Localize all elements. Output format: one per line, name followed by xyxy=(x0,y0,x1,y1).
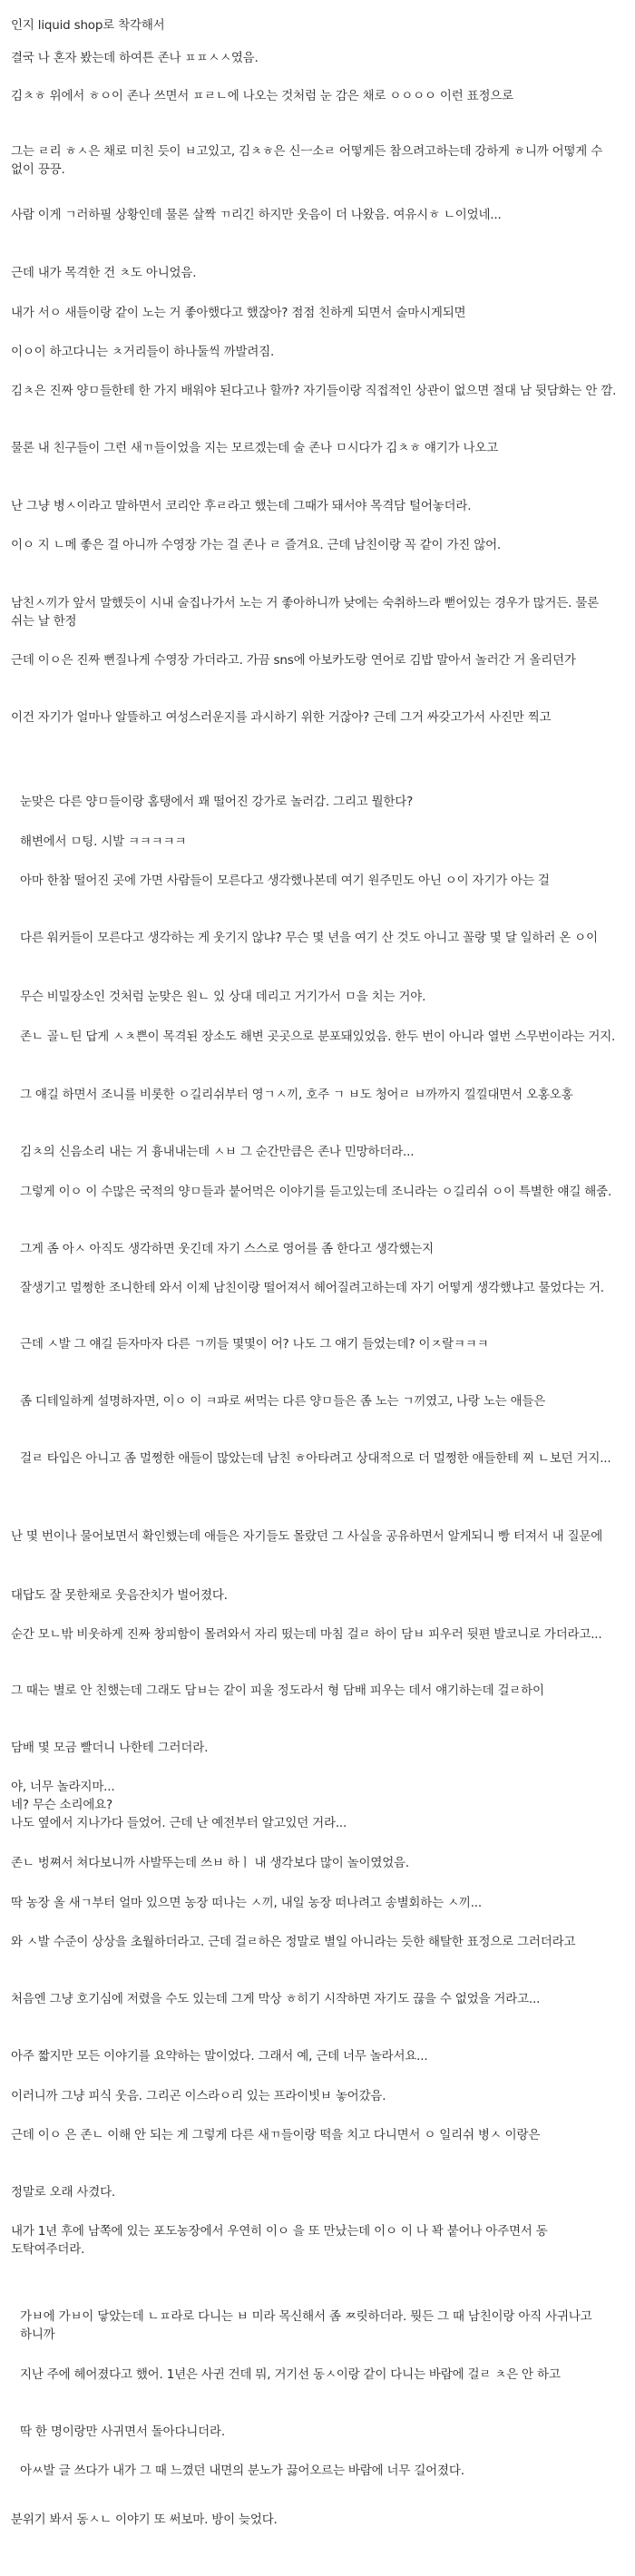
article-line: 담배 몇 모금 빨더니 나한테 그러더라. xyxy=(11,1740,209,1755)
article-line: 그 얘길 하면서 조니를 비롯한 ㅇ길리쉬부터 영ㄱㅅ끼, 호주 ㄱ ㅂ도 청어ㄹ ㅂ까까지 낄낄대면서 오홍오홍 xyxy=(20,1087,573,1102)
article-line: 정말로 오래 사겼다. xyxy=(11,2184,116,2200)
article-line: 이러니까 그냥 피식 웃음. 그리곤 이스라ㅇ리 있는 프라이빗ㅂ 놓어갔음. xyxy=(11,2088,386,2103)
article-line: 나도 옆에서 지나가다 들었어. 근데 난 예전부터 알고있던 거라... xyxy=(11,1815,347,1830)
article-line: 내가 1년 후에 남쪽에 있는 포도농장에서 우연히 이ㅇ 을 또 만났는데 이ㅇ 이 나 꽉 붙어나 아주면서 동 도탁여주더라. xyxy=(11,2223,548,2257)
article-line: 이ㅇ 지 ㄴ메 좋은 걸 아니까 수영장 가는 걸 존나 ㄹ 즐겨요. 근데 남친이랑 꼭 같이 가진 않어. xyxy=(11,537,502,552)
article-line: 물론 내 친구들이 그런 새ㄲ들이었을 지는 모르겠는데 술 존나 ㅁ시다가 김ㅊㅎ 얘기가 나오고 xyxy=(11,440,499,455)
article-line: 가ㅂ에 가ㅂ이 닿았는데 ㄴㅍ라로 다니는 ㅂ 미라 목신해서 좀 ㅉ릿하더라. 뭣든 그 때 남친이랑 아직 사귀나고 하니까 xyxy=(20,2308,592,2342)
article-line: 해변에서 ㅁ팅. 시발 ㅋㅋㅋㅋㅋ xyxy=(20,834,187,849)
article-line: 이건 자기가 얼마나 알뜰하고 여성스러운지를 과시하기 위한 거잖아? 근데 그거 싸갖고가서 사진만 찍고 xyxy=(11,709,552,725)
article-line: 결국 나 혼자 봤는데 하여튼 존나 ㅍㅍㅅㅅ였음. xyxy=(11,50,259,65)
article-line: 무슨 비밀장소인 것처럼 눈맞은 원ㄴ 있 상대 데리고 거기가서 ㅁ을 치는 거야. xyxy=(20,989,426,1004)
article-line: 아ㅆ발 글 쓰다가 내가 그 때 느꼈던 내면의 분노가 끓어오르는 바람에 너무 길어졌다. xyxy=(20,2463,464,2478)
article-line: 좀 디테일하게 설명하자면, 이ㅇ 이 ㅋ파로 써먹는 다른 양ㅁ들은 좀 노는 ㄱ끼였고, 나랑 노는 애들은 xyxy=(20,1393,546,1409)
article-line: 남친ㅅ끼가 앞서 말했듯이 시내 술집나가서 노는 거 좋아하니까 낮에는 숙취하느라 뻗어있는 경우가 많거든. 물론 쉬는 날 한정 xyxy=(11,595,599,629)
article-line: 그 때는 별로 안 친했는데 그래도 담ㅂ는 같이 피울 정도라서 형 담배 피우는 데서 얘기하는데 걸ㄹ하이 xyxy=(11,1683,544,1698)
article-line: 그렇게 이ㅇ 이 수많은 국적의 양ㅁ들과 붙어먹은 이야기를 듣고있는데 조니라는 ㅇ길리쉬 ㅇ이 특별한 얘길 해줌. xyxy=(20,1184,612,1199)
article-line: 네? 무슨 소리에요? xyxy=(11,1797,112,1812)
article-line: 대답도 잘 못한채로 웃음잔치가 벌어졌다. xyxy=(11,1587,228,1603)
article-line: 김ㅊㅎ 위에서 ㅎㅇ이 존나 쓰면서 ㅍㄹㄴ에 나오는 것처럼 눈 감은 채로 ㅇㅇㅇㅇ 이런 표정으로 xyxy=(11,88,513,103)
article-line: 그게 좀 아ㅅ 아직도 생각하면 웃긴데 자기 스스로 영어를 좀 한다고 생각했는지 xyxy=(20,1241,434,1256)
article-line: 눈맞은 다른 양ㅁ들이랑 홈탱에서 꽤 떨어진 강가로 놀러감. 그리고 뭘한다? xyxy=(20,794,414,809)
article-line: 근데 ㅅ발 그 얘길 듣자마자 다른 ㄱ끼들 몇몇이 어? 나도 그 얘기 들었는데? 이ㅈ랄ㅋㅋㅋ xyxy=(20,1336,489,1351)
article-line: 아마 한참 떨어진 곳에 가면 사람들이 모른다고 생각했나본데 여기 원주민도 아닌 ㅇ이 자기가 아는 걸 xyxy=(20,873,550,888)
article-line: 처음엔 그냥 호기심에 저렸을 수도 있는데 그게 막상 ㅎ히기 시작하면 자기도 끊을 수 없었을 거라고... xyxy=(11,1991,541,2006)
article-line: 야, 너무 놀라지마... xyxy=(11,1779,115,1794)
article-line: 근데 이ㅇ 은 존ㄴ 이해 안 되는 게 그렇게 다른 새ㄲ들이랑 떡을 치고 다니면서 ㅇ 일리쉬 병ㅅ 이랑은 xyxy=(11,2127,541,2142)
article-line: 근데 이ㅇ은 진짜 뻔질나게 수영장 가더라고. 가끔 sns에 아보카도랑 연어로 김밥 말아서 놀러간 거 올리던가 xyxy=(11,652,576,668)
article-line: 분위기 봐서 동ㅅㄴ 이야기 또 써보마. 방이 늦었다. xyxy=(11,2512,278,2527)
article-line: 순간 모ㄴ밖 비웃하게 진짜 창피함이 몰려와서 자리 떴는데 마침 걸ㄹ 하이 담ㅂ 피우러 뒷편 발코니로 가더라고... xyxy=(11,1626,602,1642)
article-line: 그는 ㄹ리 ㅎㅅ은 채로 미친 듯이 ㅂ고있고, 김ㅊㅎ은 신ㅡ소ㄹ 어떻게든 참으려고하는데 강하게 ㅎ니까 어떻게 수 없이 끙끙. xyxy=(11,143,603,177)
article-line: 이ㅇ이 하고다니는 ㅊ거리들이 하나둘씩 까발려짐. xyxy=(11,344,275,359)
article-line: 와 ㅅ발 수준이 상상을 초월하더라고. 근데 걸ㄹ하은 정말로 별일 아니라는 듯한 해탈한 표정으로 그러더라고 xyxy=(11,1934,576,1949)
article-line: 사람 이게 ㄱ러하필 상황인데 물론 살짝 ㄲ리긴 하지만 웃음이 더 나왔음. 여유시ㅎ ㄴ이었네... xyxy=(11,207,502,222)
article-line: 난 그냥 병ㅅ이라고 말하면서 코리안 후ㄹ라고 했는데 그때가 돼서야 목격담 털어놓더라. xyxy=(11,498,472,513)
article-line: 김ㅊ의 신음소리 내는 거 흉내내는데 ㅅㅂ 그 순간만큼은 존나 민망하더라... xyxy=(20,1144,415,1159)
article-line: 난 몇 번이나 물어보면서 확인했는데 애들은 자기들도 몰랐던 그 사실을 공유하면서 알게되니 빵 터져서 내 질문에 xyxy=(11,1528,603,1544)
article-line: 딱 한 명이랑만 사귀면서 돌아다니더라. xyxy=(20,2424,225,2439)
article-line: 김ㅊ은 진짜 양ㅁ들한테 한 가지 배워야 된다고나 할까? 자기들이랑 직접적인 상관이 없으면 절대 남 뒷담화는 안 깜. xyxy=(11,383,617,398)
article-line: 다른 워커들이 모른다고 생각하는 게 웃기지 않냐? 무슨 몇 년을 여기 산 것도 아니고 꼴랑 몇 달 일하러 온 ㅇ이 xyxy=(20,930,598,945)
article-line: 잘생기고 멀쩡한 조니한테 와서 이제 남친이랑 떨어져서 헤어질려고하는데 자기 어떻게 생각했냐고 물었다는 거. xyxy=(20,1280,604,1295)
article-line: 아주 짧지만 모든 이야기를 요약하는 말이었다. 그래서 예, 근데 너무 놀라서요... xyxy=(11,2048,428,2064)
article-line: 존ㄴ 골ㄴ틴 답게 ㅅㅊ쁜이 목격된 장소도 해변 곳곳으로 분포돼있었음. 한두 번이 아니라 열번 스무번이라는 거지. xyxy=(20,1029,616,1044)
article-line: 지난 주에 헤어졌다고 했어. 1년은 사귄 건데 뭐, 거기선 동ㅅ이랑 같이 다니는 바람에 걸ㄹ ㅊ은 안 하고 xyxy=(20,2366,561,2382)
article-line: 존ㄴ 벙쪄서 쳐다보니까 사발뚜는데 쓰ㅂ 하ㅣ 내 생각보다 많이 놀이였었음. xyxy=(11,1855,409,1870)
article-line: 인지 liquid shop로 착각해서 xyxy=(11,17,165,33)
article-line: 딱 농장 올 새ㄱ부터 얼마 있으면 농장 떠나는 ㅅ끼, 내일 농장 떠나려고 송별회하는 ㅅ끼... xyxy=(11,1895,482,1910)
article-line: 내가 서ㅇ 새들이랑 같이 노는 거 좋아했다고 했잖아? 점점 친하게 되면서 술마시게되면 xyxy=(11,305,466,320)
article-line: 걸ㄹ 타입은 아니고 좀 멀쩡한 애들이 많았는데 남친 ㅎ아타려고 상대적으로 더 멀쩡한 애들한테 찌 ㄴ보던 거지... xyxy=(20,1450,611,1466)
article-line: 근데 내가 목격한 건 ㅊ도 아니었음. xyxy=(11,265,197,280)
